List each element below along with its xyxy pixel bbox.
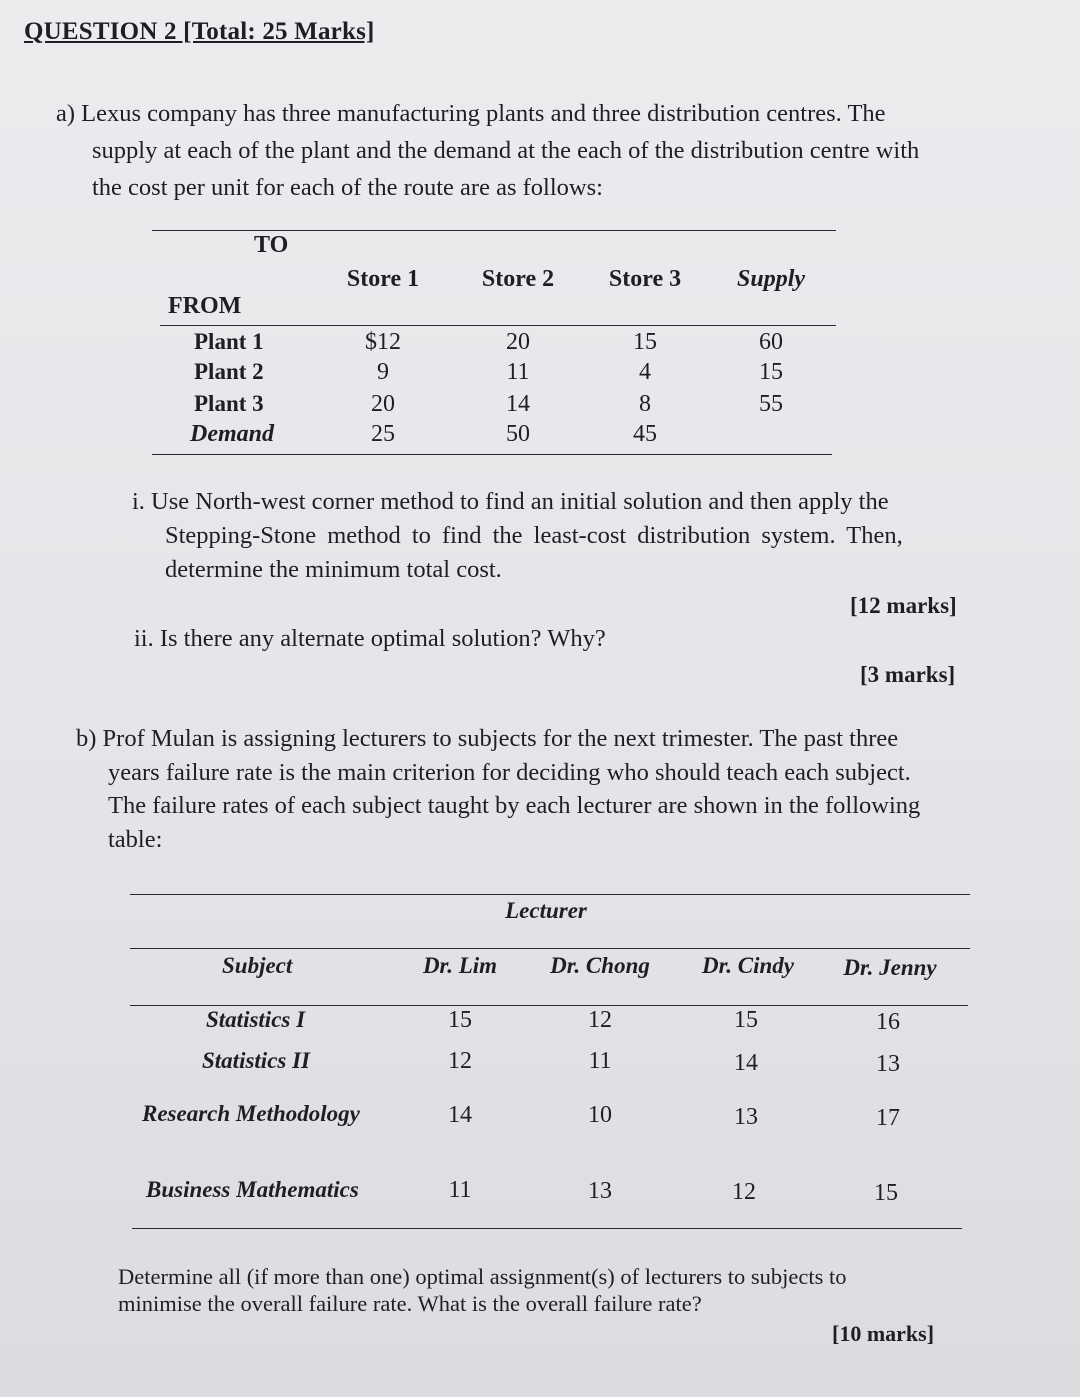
cost-cell: 8 <box>639 391 651 417</box>
col-dr-cindy: Dr. Cindy <box>701 953 795 978</box>
part-a-line: the cost per unit for each of the route are as follows: <box>92 174 603 201</box>
subject-statistics-1: Statistics I <box>206 1007 306 1032</box>
table-header-rule <box>130 1005 968 1006</box>
question-i-line: determine the minimum total cost. <box>165 556 502 583</box>
demand-label: Demand <box>190 421 274 447</box>
question-i-marks: [12 marks] <box>850 593 957 618</box>
instruction-line: Determine all (if more than one) optimal assignment(s) of lecturers to subjects to <box>118 1264 847 1289</box>
rate-cell: 14 <box>734 1050 758 1076</box>
cost-cell: 14 <box>506 391 530 417</box>
col-store-3: Store 3 <box>608 266 682 292</box>
row-label-plant-3: Plant 3 <box>194 391 264 416</box>
subject-research-methodology: Research Methodology <box>142 1101 360 1126</box>
rate-cell: 13 <box>588 1178 612 1204</box>
table-top-rule <box>152 230 836 231</box>
supply-cell: 15 <box>759 359 783 385</box>
cost-cell: 20 <box>506 329 530 355</box>
rate-cell: 11 <box>588 1048 612 1074</box>
col-dr-lim: Dr. Lim <box>422 953 498 978</box>
rate-cell: 12 <box>732 1179 756 1205</box>
part-a-line: a) Lexus company has three manufacturing plants and three distribution centres. The <box>56 100 886 127</box>
rate-cell: 17 <box>876 1105 900 1131</box>
supply-cell: 60 <box>759 329 783 355</box>
question-ii-marks: [3 marks] <box>860 662 956 687</box>
demand-cell: 45 <box>633 421 657 447</box>
instruction-line: minimise the overall failure rate. What is the overall failure rate? <box>118 1291 702 1316</box>
subject-statistics-2: Statistics II <box>202 1048 311 1073</box>
col-dr-jenny: Dr. Jenny <box>843 955 937 980</box>
rate-cell: 15 <box>448 1007 472 1033</box>
supply-cell: 55 <box>759 391 783 417</box>
part-b-line: table: <box>108 825 163 853</box>
rate-cell: 11 <box>448 1177 472 1203</box>
cost-cell: 15 <box>633 329 657 355</box>
rate-cell: 16 <box>876 1009 900 1035</box>
col-store-1: Store 1 <box>346 266 420 292</box>
rate-cell: 12 <box>448 1048 472 1074</box>
cost-cell: 20 <box>371 391 395 417</box>
col-dr-chong: Dr. Chong <box>550 953 650 978</box>
part-b-line: The failure rates of each subject taught by each lecturer are shown in the following <box>108 792 921 819</box>
table-header-rule <box>160 325 836 326</box>
row-label-plant-1: Plant 1 <box>194 329 264 354</box>
question-i-line: Stepping-Stone method to find the least-cost distribution system. Then, <box>165 522 903 549</box>
part-b-marks: [10 marks] <box>832 1321 935 1346</box>
cost-cell: $12 <box>365 329 401 355</box>
cost-cell: 4 <box>639 359 651 385</box>
subject-business-mathematics: Business Mathematics <box>146 1177 359 1202</box>
rate-cell: 12 <box>588 1007 612 1033</box>
row-label-plant-2: Plant 2 <box>194 359 264 384</box>
cost-cell: 9 <box>377 359 389 385</box>
question-ii: ii. Is there any alternate optimal solution? Why? <box>134 625 606 652</box>
part-a-line: supply at each of the plant and the demand at the each of the distribution centre with <box>92 137 920 164</box>
table-group-rule <box>130 948 970 949</box>
question-i <box>132 485 903 587</box>
lecturer-group-label: Lecturer <box>505 898 587 923</box>
table-top-rule <box>130 894 970 895</box>
table-bottom-rule <box>132 1228 962 1229</box>
col-store-2: Store 2 <box>481 266 555 292</box>
part-b-instruction <box>118 1263 847 1317</box>
rate-cell: 13 <box>876 1051 900 1077</box>
rate-cell: 13 <box>734 1104 758 1130</box>
col-supply: Supply <box>736 266 806 292</box>
part-b-intro <box>76 722 920 856</box>
subject-header: Subject <box>222 953 293 978</box>
rate-cell: 15 <box>874 1180 898 1206</box>
rate-cell: 10 <box>588 1102 612 1128</box>
demand-cell: 25 <box>371 421 395 447</box>
part-a-intro <box>56 95 919 206</box>
question-heading: QUESTION 2 [Total: 25 Marks] <box>24 18 375 45</box>
part-b-line: years failure rate is the main criterion for deciding who should teach each subject. <box>108 758 911 786</box>
part-b-line: b) Prof Mulan is assigning lecturers to subjects for the next trimester. The past three <box>76 725 899 752</box>
rate-cell: 15 <box>734 1007 758 1033</box>
question-i-line: i. Use North-west corner method to find an initial solution and then apply the <box>132 488 889 515</box>
from-label: FROM <box>168 293 242 319</box>
cost-cell: 11 <box>506 359 530 385</box>
table-bottom-rule <box>152 454 832 455</box>
demand-cell: 50 <box>506 421 530 447</box>
to-label: TO <box>254 232 289 258</box>
rate-cell: 14 <box>448 1102 472 1128</box>
